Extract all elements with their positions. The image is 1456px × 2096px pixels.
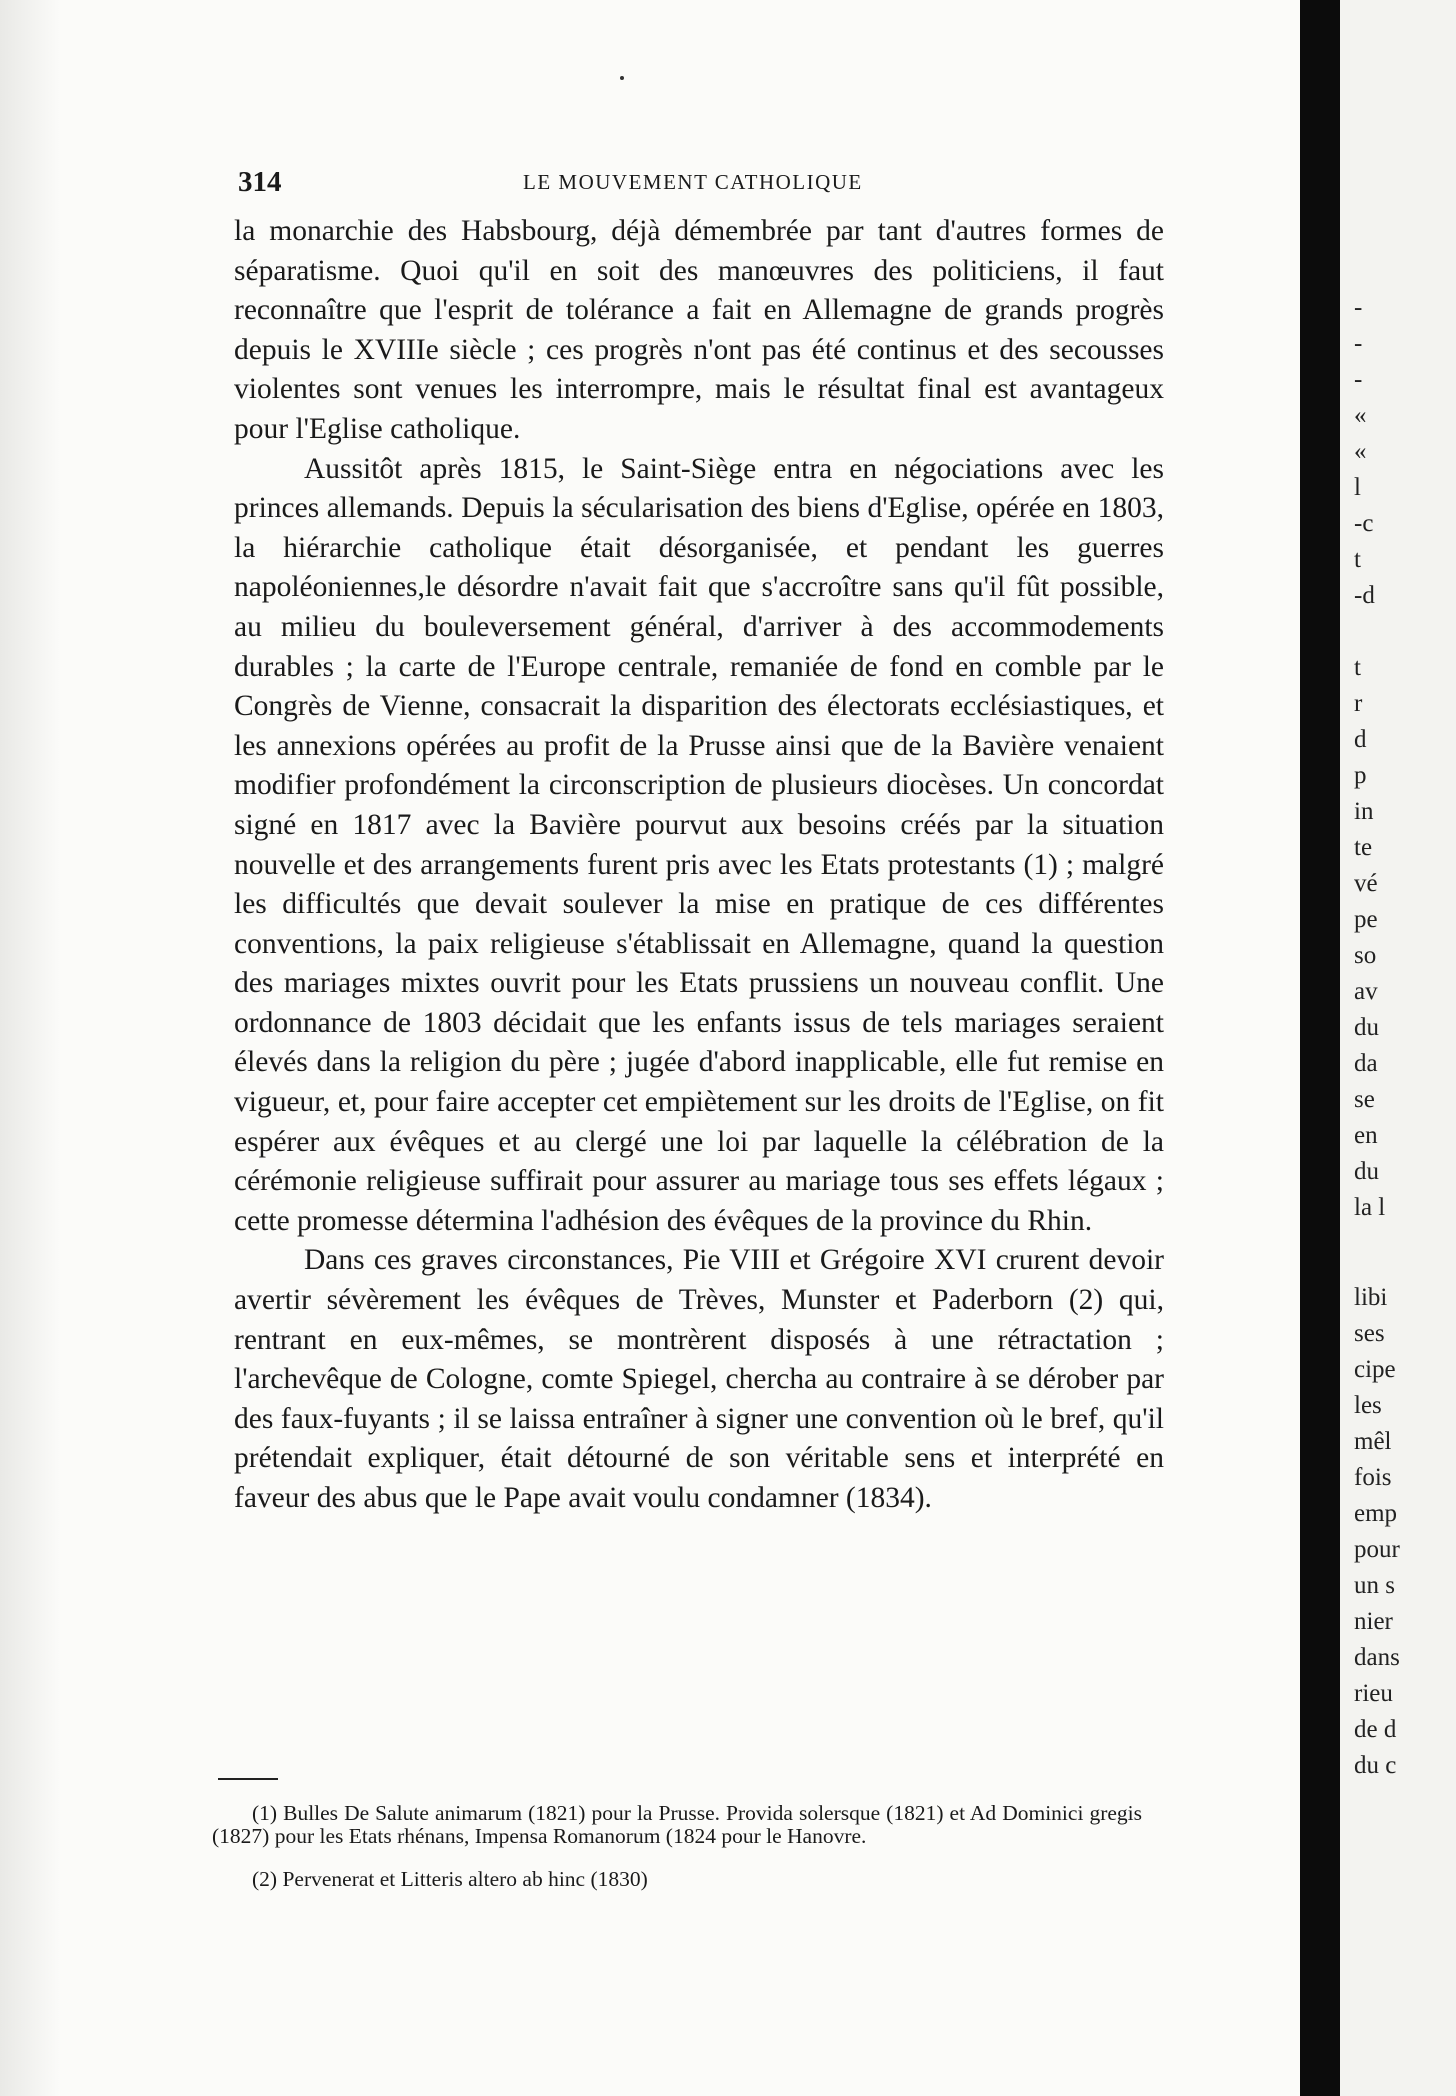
adjacent-page-fragment: libi ses cipe les mêl fois emp pour un s nier dans rieu de d du c: [1354, 1284, 1400, 1779]
paragraph: la monarchie des Habsbourg, déjà démembrée par tant d'autres formes de séparatisme. Quoi qu'il en soit des manœuvres des politiciens, il faut reconnaître que l'esprit de tolérance a fait en Allemagne de grands progrès depuis le XVIIIe siècle ; ces progrès n'ont pas été continus et des secousses violentes sont venues les interrompre, mais le résultat final est avantageux pour l'Eglise catholique.: [234, 215, 1164, 445]
footnote: (2) Pervenerat et Litteris altero ab hinc (1830): [252, 1867, 648, 1891]
paragraph: Dans ces graves circonstances, Pie VIII et Grégoire XVI crurent devoir avertir sévèrement les évêques de Trèves, Munster et Paderborn (2) qui, rentrant en eux-mêmes, se montrèrent disposés à une rétractation ; l'archevêque de Cologne, comte Spiegel, chercha au contraire à se dérober par des faux-fuyants ; il se laissa entraîner à signer une convention où le bref, qu'il prétendait expliquer, était détourné de son véritable sens et interprété en faveur des abus que le Pape avait voulu condamner (1834).: [234, 1244, 1164, 1514]
footnotes: [212, 1802, 1142, 1911]
page-left-shadow: [0, 0, 60, 2096]
body-text: [234, 212, 1164, 1519]
footnote-rule: [218, 1778, 278, 1780]
page-number: 314: [238, 166, 282, 198]
adjacent-page-edge: [1340, 0, 1456, 2096]
adjacent-page-fragment: - - - « « l -c t -d t r d p in te vé pe so av du da se en du la l: [1354, 294, 1386, 1221]
scan-speck: [620, 76, 624, 80]
paragraph: Aussitôt après 1815, le Saint-Siège entra en négociations avec les princes allemands. Depuis la sécularisation des biens d'Eglise, opérée en 1803, la hiérarchie catholique était désorganisée, et pendant les guerres napoléoniennes,le désordre n'avait fait que s'accroître sans qu'il fût possible, au milieu du bouleversement général, d'arriver à des accommodements durables ; la carte de l'Europe centrale, remaniée de fond en comble par le Congrès de Vienne, consacrait la disparition des électorats ecclésiastiques, et les annexions opérées au profit de la Prusse ainsi que de la Bavière venaient modifier profondément la circonscription de plusieurs diocèses. Un concordat signé en 1817 avec la Bavière pourvut aux besoins créés par la situation nouvelle et des arrangements furent pris avec les Etats protestants (1) ; malgré les difficultés que devait soulever la mise en pratique de ces différentes conventions, la paix religieuse s'établissait en Allemagne, quand la question des mariages mixtes ouvrit pour les Etats prussiens un nouveau conflit. Une ordonnance de 1803 décidait que les enfants issus de tels mariages seraient élevés dans la religion du père ; jugée d'abord inapplicable, elle fut remise en vigueur, et, pour faire accepter cet empiètement sur les droits de l'Eglise, on fit espérer aux évêques et au clergé une loi par laquelle la célébration de la cérémonie religieuse suffirait pour assurer au mariage tous ses effets légaux ; cette promesse détermina l'adhésion des évêques de la province du Rhin.: [234, 452, 1164, 1237]
footnote: (1) Bulles De Salute animarum (1821) pour la Prusse. Provida solersque (1821) et Ad Dominici gregis (1827) pour les Etats rhénans, Impensa Romanorum (1824 pour le Hanovre.: [212, 1801, 1142, 1848]
running-head: LE MOUVEMENT CATHOLIQUE: [523, 170, 863, 194]
page-header: [238, 166, 1168, 206]
book-gutter: [1300, 0, 1340, 2096]
